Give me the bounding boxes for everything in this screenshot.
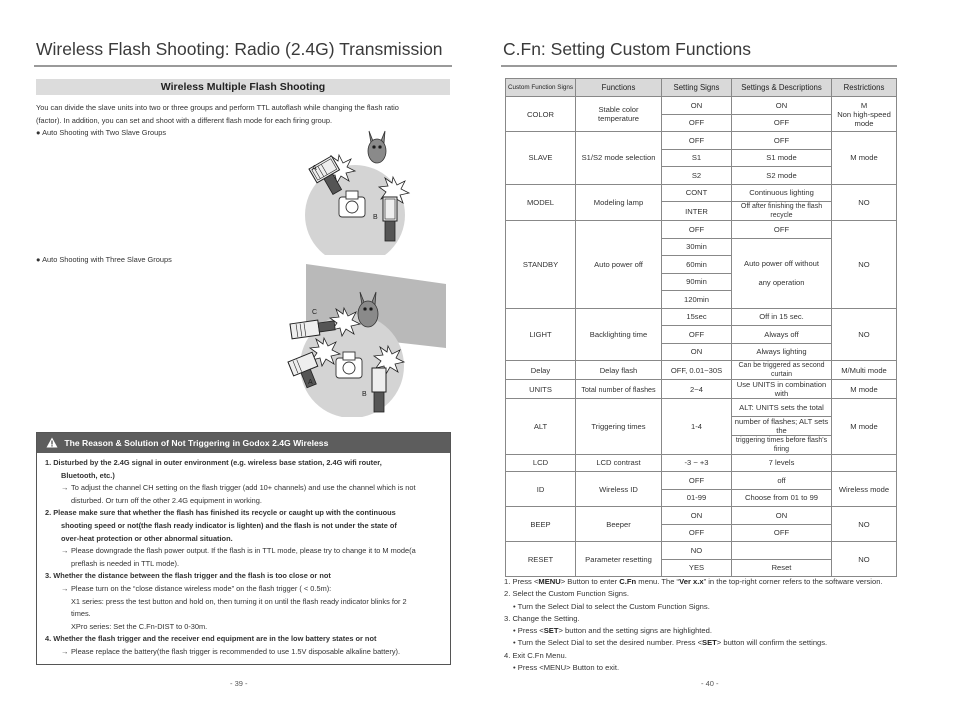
- table-row: [506, 308, 897, 326]
- not-triggering-box: [36, 432, 451, 665]
- cell-function: Auto power off: [576, 221, 662, 309]
- warning-solution: → To adjust the channel CH setting on the flash trigger (add 10+ channels) and use the channel which is not: [45, 482, 442, 495]
- cell-restriction: M mode: [832, 380, 897, 399]
- cell-setting: 120min: [662, 291, 732, 309]
- table-row: [506, 454, 897, 472]
- cell-description: [732, 542, 832, 560]
- table-row: [506, 542, 897, 560]
- title-rule: [34, 65, 452, 67]
- cell-description: Continuous lighting: [732, 184, 832, 202]
- cell-restriction: NO: [832, 507, 897, 542]
- cell-sign: RESET: [506, 542, 576, 577]
- warning-item: shooting speed or not(the flash ready indicator is lighten) and the flash is not under the state of: [61, 520, 397, 530]
- warning-item: Bluetooth, etc.): [61, 470, 115, 480]
- cell-setting: OFF: [662, 524, 732, 542]
- table-header-row: [506, 79, 897, 97]
- page-number: - 40 -: [701, 679, 719, 688]
- cell-sign: MODEL: [506, 184, 576, 221]
- cell-setting: ON: [662, 97, 732, 115]
- cell-sign: STANDBY: [506, 221, 576, 309]
- warning-solution: → Please replace the battery(the flash trigger is recommended to use 1.5V disposable alkaline battery).: [45, 646, 442, 659]
- cell-setting: CONT: [662, 184, 732, 202]
- warning-solution: preflash is needed in TTL mode).: [71, 558, 180, 568]
- cell-setting: OFF: [662, 221, 732, 239]
- bullet-two-groups: ● Auto Shooting with Two Slave Groups: [36, 128, 167, 137]
- cell-setting: S1: [662, 149, 732, 167]
- cell-setting: 01-99: [662, 489, 732, 507]
- cell-setting: OFF: [662, 132, 732, 150]
- cell-function: Delay flash: [576, 361, 662, 380]
- cell-description: 7 levels: [732, 454, 832, 472]
- cell-setting: 60min: [662, 256, 732, 274]
- cell-description: OFF: [732, 524, 832, 542]
- cell-description: S1 mode: [732, 149, 832, 167]
- arrow-icon: →: [61, 646, 69, 656]
- cell-description: ON: [732, 97, 832, 115]
- warning-item: 1. Disturbed by the 2.4G signal in outer environment (e.g. wireless base station, 2.4G wifi router,: [45, 458, 382, 467]
- cell-description: Off in 15 sec.: [732, 308, 832, 326]
- step-1: 1. Press <MENU> Button to enter C.Fn menu. The “Ver x.x” in the top-right corner refers to the software version.: [504, 577, 883, 586]
- cell-setting: ON: [662, 343, 732, 361]
- step-4: 4. Exit C.Fn Menu.: [504, 650, 567, 660]
- table-row: [506, 472, 897, 490]
- warning-icon: [46, 437, 58, 448]
- cell-setting: OFF, 0.01~30S: [662, 361, 732, 380]
- cell-description: Auto power off without any operation: [732, 238, 832, 308]
- cell-function: LCD contrast: [576, 454, 662, 472]
- page-title: C.Fn: Setting Custom Functions: [503, 39, 752, 59]
- warning-item: 4. Whether the flash trigger and the receiver end equipment are in the low battery states or not: [45, 634, 377, 644]
- cell-description: Reset: [732, 559, 832, 577]
- cell-description: Always lighting: [732, 343, 832, 361]
- cell-description: ON: [732, 507, 832, 525]
- arrow-icon: →: [61, 483, 69, 493]
- cell-setting: 1-4: [662, 399, 732, 455]
- cfn-steps: [504, 576, 924, 674]
- table-row: [506, 221, 897, 239]
- group-label-a: A: [312, 165, 317, 172]
- cell-function: Total number of flashes: [576, 380, 662, 399]
- flash-unit-b-icon: [372, 368, 386, 412]
- cell-restriction: [832, 454, 897, 472]
- cell-description: OFF: [732, 114, 832, 132]
- table-row: [506, 132, 897, 150]
- header-settings: Settings & Descriptions: [732, 79, 832, 97]
- title-rule: [501, 65, 897, 67]
- cell-description: Always off: [732, 326, 832, 344]
- cell-description: off: [732, 472, 832, 490]
- cell-description: ALT: UNITS sets the total: [732, 399, 832, 417]
- cell-setting: OFF: [662, 472, 732, 490]
- arrow-icon: →: [61, 583, 69, 593]
- cell-sign: LCD: [506, 454, 576, 472]
- step-3-detail: • Press <SET> button and the setting signs are highlighted.: [513, 626, 712, 636]
- cell-description: OFF: [732, 221, 832, 239]
- cell-setting: -3 ~ +3: [662, 454, 732, 472]
- warning-title: The Reason & Solution of Not Triggering in Godox 2.4G Wireless: [64, 438, 329, 448]
- cell-setting: 90min: [662, 273, 732, 291]
- three-groups-diagram: [280, 262, 450, 417]
- intro-paragraph: [36, 102, 451, 127]
- group-label-b: B: [362, 391, 367, 398]
- step-2: 2. Select the Custom Function Signs.: [504, 589, 629, 599]
- cell-description: Off after finishing the flash recycle: [732, 202, 832, 221]
- warning-item: 3. Whether the distance between the flash trigger and the flash is too close or not: [45, 571, 331, 581]
- group-label-c: C: [312, 309, 318, 316]
- cell-restriction: M/Multi mode: [832, 361, 897, 380]
- header-restrictions: Restrictions: [832, 79, 897, 97]
- cell-restriction: M mode: [832, 132, 897, 185]
- bullet-three-groups: ● Auto Shooting with Three Slave Groups: [36, 255, 172, 264]
- step-2-detail: • Turn the Select Dial to select the Custom Function Signs.: [513, 601, 710, 611]
- cell-function: Wireless ID: [576, 472, 662, 507]
- cell-setting: S2: [662, 167, 732, 185]
- table-row: [506, 184, 897, 202]
- page-number: - 39 -: [230, 679, 248, 688]
- step-3: 3. Change the Setting.: [504, 613, 580, 623]
- warning-solution: → Please turn on the “close distance wireless mode” on the flash trigger ( < 0.5m):: [45, 583, 442, 596]
- cell-sign: Delay: [506, 361, 576, 380]
- cell-setting: 2~4: [662, 380, 732, 399]
- cell-description: Use UNITS in combination with: [732, 380, 832, 399]
- cell-function: Beeper: [576, 507, 662, 542]
- step-4-detail: • Press <MENU> Button to exit.: [513, 663, 620, 673]
- cell-description: OFF: [732, 132, 832, 150]
- cell-sign: SLAVE: [506, 132, 576, 185]
- step-3-detail: • Turn the Select Dial to set the desired number. Press <SET> button will confirm the settings.: [513, 638, 828, 648]
- warning-solution: times.: [71, 609, 91, 619]
- cell-setting: INTER: [662, 202, 732, 221]
- right-page: [477, 0, 954, 709]
- table-row: [506, 380, 897, 399]
- custom-functions-table: [505, 78, 897, 577]
- cell-function: Stable color temperature: [576, 97, 662, 132]
- cell-description: Choose from 01 to 99: [732, 489, 832, 507]
- warning-solution: XPro series: Set the C.Fn-DIST to 0-30m.: [71, 621, 208, 631]
- cell-function: S1/S2 mode selection: [576, 132, 662, 185]
- cell-setting: YES: [662, 559, 732, 577]
- warning-item: over-heat protection or other abnormal situation.: [61, 533, 233, 543]
- table-row: [506, 399, 897, 417]
- cell-setting: 30min: [662, 238, 732, 256]
- arrow-icon: →: [61, 546, 69, 556]
- warning-solution: X1 series: press the test button and hold on, then turning it on until the flash ready indicator blinks for 2: [71, 596, 407, 606]
- cell-function: Parameter resetting: [576, 542, 662, 577]
- cell-sign: UNITS: [506, 380, 576, 399]
- cell-sign: COLOR: [506, 97, 576, 132]
- cell-setting: NO: [662, 542, 732, 560]
- cell-restriction: NO: [832, 184, 897, 221]
- header-functions: Functions: [576, 79, 662, 97]
- cell-sign: BEEP: [506, 507, 576, 542]
- cell-restriction: NO: [832, 308, 897, 361]
- group-label-b: B: [373, 214, 378, 221]
- warning-item: 2. Please make sure that whether the flash has finished its recycle or caught up with the continuous: [45, 508, 396, 518]
- flash-unit-b-icon: [383, 197, 397, 241]
- cell-setting: OFF: [662, 114, 732, 132]
- cell-function: Backlighting time: [576, 308, 662, 361]
- table-row: [506, 507, 897, 525]
- cell-restriction: NO: [832, 542, 897, 577]
- cell-description: triggering times before flash's firing: [732, 435, 832, 454]
- cell-setting: ON: [662, 507, 732, 525]
- cell-restriction: M mode: [832, 399, 897, 455]
- subsection-title: Wireless Multiple Flash Shooting: [36, 79, 450, 95]
- cell-description: number of flashes; ALT sets the: [732, 416, 832, 435]
- warning-header: [37, 433, 450, 453]
- cell-function: Triggering times: [576, 399, 662, 455]
- warning-solution: disturbed. Or turn off the other 2.4G equipment in working.: [71, 495, 262, 505]
- cell-restriction: Wireless mode: [832, 472, 897, 507]
- cell-setting: 15sec: [662, 308, 732, 326]
- intro-line: (factor). In addition, you can set and shoot with a different flash mode for each firing group.: [36, 115, 333, 125]
- intro-line: You can divide the slave units into two or three groups and perform TTL autoflash while changing the flash ratio: [36, 103, 399, 112]
- cell-sign: ID: [506, 472, 576, 507]
- header-setting-signs: Setting Signs: [662, 79, 732, 97]
- warning-body: [37, 453, 450, 659]
- cell-restriction: M Non high-speed mode: [832, 97, 897, 132]
- cell-description: S2 mode: [732, 167, 832, 185]
- warning-solution: → Please downgrade the flash power output. If the flash is in TTL mode, please try to change it to M mode(a: [45, 545, 442, 558]
- cell-sign: LIGHT: [506, 308, 576, 361]
- group-label-a: A: [308, 379, 313, 386]
- two-groups-diagram: [303, 125, 451, 255]
- table-row: [506, 361, 897, 380]
- cell-function: Modeling lamp: [576, 184, 662, 221]
- cell-sign: ALT: [506, 399, 576, 455]
- cell-restriction: NO: [832, 221, 897, 309]
- header-signs: Custom Function Signs: [506, 79, 576, 97]
- cell-setting: OFF: [662, 326, 732, 344]
- table-row: [506, 97, 897, 115]
- cell-description: Can be triggered as second curtain: [732, 361, 832, 380]
- page-title: Wireless Flash Shooting: Radio (2.4G) Transmission: [36, 39, 443, 59]
- subject-cat-icon: [368, 131, 386, 163]
